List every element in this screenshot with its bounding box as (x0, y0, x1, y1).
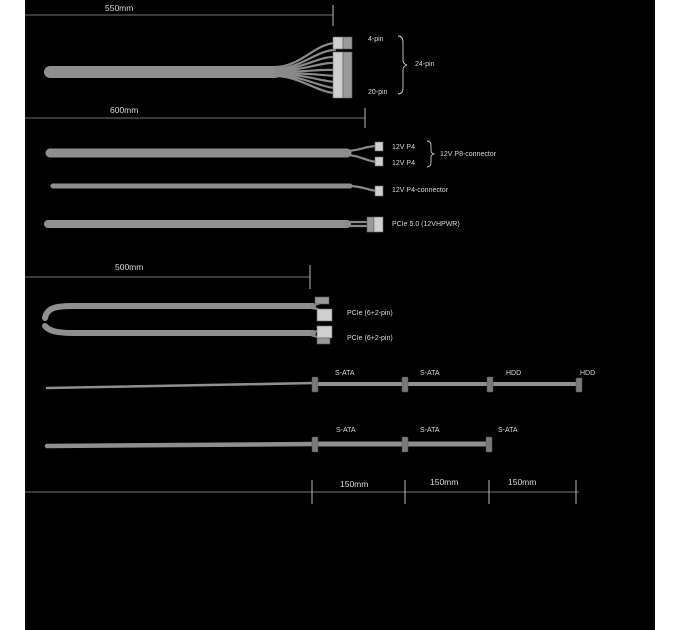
chain2-label-2: S-ATA (420, 427, 440, 434)
chain1-hdd-plug-1 (487, 377, 493, 392)
chain2-label-1: S-ATA (336, 427, 356, 434)
p8-wire-b (345, 155, 377, 162)
chain2-sata-plug-2 (402, 437, 408, 452)
atx-20pin-plug (333, 52, 343, 98)
chain2-sata-plug-1 (312, 437, 318, 452)
pcie-a-plug (317, 309, 332, 321)
p4-plug-a (375, 142, 383, 151)
label-20pin: 20-pin (368, 89, 388, 96)
atx-fanout-wires (275, 43, 335, 93)
segment-label-2: 150mm (430, 477, 459, 487)
pcie-a-clip (315, 297, 329, 304)
segment-label-1: 150mm (340, 479, 369, 489)
chain2-lead-cable (47, 444, 315, 446)
atx-24pin-cable (50, 36, 435, 98)
chain1-sata-plug-1 (312, 377, 318, 392)
p4-plug-b (375, 157, 383, 166)
ruler-550mm (25, 3, 333, 26)
label-p4-b: 12V P4 (392, 160, 415, 167)
label-4pin: 4-pin (368, 36, 384, 43)
atx-4pin-cap (343, 37, 352, 49)
pcie-b-clip (317, 338, 330, 344)
p8-brace (427, 141, 434, 167)
p8-wire-a (345, 146, 377, 151)
label-pcie-a: PCIe (6+2-pin) (347, 310, 393, 317)
chain1-sata-plug-2 (402, 377, 408, 392)
label-pcie5: PCIe 5.0 (12VHPWR) (392, 221, 460, 228)
pcie-cable-a-sleeve (45, 306, 313, 318)
atx-brace (398, 36, 407, 94)
pcie-6plus2-cables (45, 297, 393, 344)
segment-label-3: 150mm (508, 477, 537, 487)
dimension-550mm: 550mm (105, 3, 134, 13)
p4-wire (348, 186, 377, 191)
chain2-label-3: S-ATA (498, 427, 518, 434)
cpu-p8-cable (50, 141, 497, 167)
pcie5-plug-body (367, 217, 374, 232)
sata-hdd-chain-1 (47, 370, 595, 392)
pcie-b-plug (317, 326, 332, 338)
dimension-500mm: 500mm (115, 262, 144, 272)
chain1-label-2: S-ATA (420, 370, 440, 377)
label-p4-connector: 12V P4-connector (392, 187, 449, 194)
dimension-600mm: 600mm (110, 105, 139, 115)
pcie5-cable (48, 217, 460, 232)
atx-20pin-cap (343, 52, 352, 98)
ruler-500mm (25, 262, 310, 289)
cable-length-diagram (25, 0, 655, 630)
cable-diagram-svg (25, 0, 655, 630)
label-p8: 12V P8-connector (440, 151, 497, 158)
atx-4pin-plug (333, 37, 343, 49)
ruler-600mm (25, 105, 365, 128)
sata-chain-2 (47, 427, 518, 452)
label-24pin: 24-pin (415, 61, 435, 68)
chain1-label-1: S-ATA (335, 370, 355, 377)
pcie-cable-b-sleeve (45, 326, 313, 333)
p4-single-plug (375, 186, 383, 196)
label-p4-a: 12V P4 (392, 144, 415, 151)
chain1-hdd-plug-2 (576, 378, 582, 392)
segment-ruler (25, 477, 579, 504)
pcie5-plug-face (374, 217, 383, 232)
cpu-p4-cable (53, 186, 449, 196)
chain1-label-3: HDD (506, 370, 522, 377)
chain2-sata-plug-3 (486, 437, 492, 452)
chain1-lead-cable (47, 383, 315, 388)
label-pcie-b: PCIe (6+2-pin) (347, 335, 393, 342)
chain1-label-4: HDD (580, 370, 596, 377)
